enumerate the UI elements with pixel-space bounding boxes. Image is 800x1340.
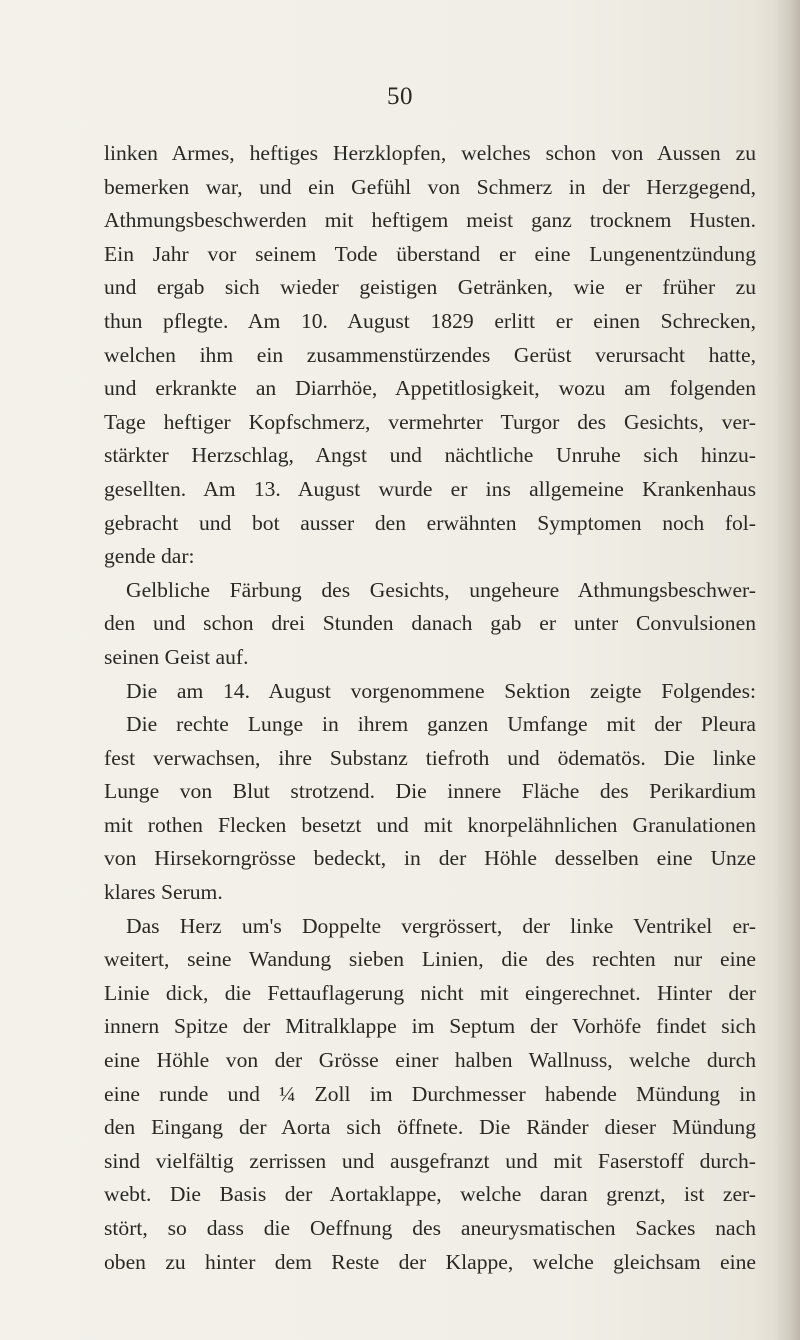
text-line: Gelbliche Färbung des Gesichts, ungeheure Athmungsbeschwer- (126, 577, 756, 602)
page-edge-shadow (774, 0, 800, 1340)
text-line: und erkrankte an Diarrhöe, Appetitlosigkeit, wozu am folgenden (104, 376, 756, 401)
text-line: Die rechte Lunge in ihrem ganzen Umfange mit der Pleura (126, 712, 756, 737)
body-text (104, 137, 756, 1279)
text-line: gebracht und bot ausser den erwähnten Symptomen noch fol- (104, 510, 756, 535)
text-line: webt. Die Basis der Aortaklappe, welche daran grenzt, ist zer- (104, 1182, 756, 1207)
text-line: Athmungsbeschwerden mit heftigem meist ganz trocknem Husten. (104, 208, 756, 233)
text-line: eine Höhle von der Grösse einer halben Wallnuss, welche durch (104, 1048, 756, 1073)
text-line: innern Spitze der Mitralklappe im Septum der Vorhöfe findet sich (104, 1014, 756, 1039)
text-line: gesellten. Am 13. August wurde er ins allgemeine Krankenhaus (104, 476, 756, 501)
text-line: stört, so dass die Oeffnung des aneurysmatischen Sackes nach (104, 1216, 756, 1240)
text-line: sind vielfältig zerrissen und ausgefranzt und mit Faserstoff durch- (104, 1148, 756, 1173)
text-line: stärkter Herzschlag, Angst und nächtliche Unruhe sich hinzu- (104, 443, 756, 468)
text-line: weitert, seine Wandung sieben Linien, die des rechten nur eine (104, 947, 756, 972)
text-line: Ein Jahr vor seinem Tode überstand er eine Lungenentzündung (104, 241, 756, 266)
text-line: linken Armes, heftiges Herzklopfen, welches schon von Aussen zu (104, 141, 756, 165)
text-line: Lunge von Blut strotzend. Die innere Fläche des Perikardium (104, 779, 756, 804)
text-line: gende dar: (104, 544, 195, 569)
text-line: Linie dick, die Fettauflagerung nicht mit eingerechnet. Hinter der (104, 980, 756, 1005)
text-line: welchen ihm ein zusammenstürzendes Gerüst verursacht hatte, (104, 342, 756, 367)
text-line: bemerken war, und ein Gefühl von Schmerz in der Herzgegend, (104, 174, 756, 199)
text-line: und ergab sich wieder geistigen Getränken, wie er früher zu (104, 275, 756, 300)
text-line: Tage heftiger Kopfschmerz, vermehrter Turgor des Gesichts, ver- (104, 409, 756, 434)
text-line: eine runde und ¼ Zoll im Durchmesser habende Mündung in (104, 1081, 756, 1106)
text-line: den Eingang der Aorta sich öffnete. Die Ränder dieser Mündung (104, 1115, 756, 1140)
text-line: oben zu hinter dem Reste der Klappe, welche gleichsam eine (104, 1249, 756, 1274)
text-line: thun pflegte. Am 10. August 1829 erlitt er einen Schrecken, (104, 308, 756, 333)
text-line: seinen Geist auf. (104, 644, 249, 669)
page-number: 50 (387, 83, 413, 110)
text-line: den und schon drei Stunden danach gab er unter Convulsionen (104, 611, 756, 636)
text-line: Das Herz um's Doppelte vergrössert, der linke Ventrikel er- (126, 913, 756, 938)
text-line: klares Serum. (104, 880, 223, 905)
text-line: Die am 14. August vorgenommene Sektion zeigte Folgendes: (126, 678, 756, 703)
text-line: fest verwachsen, ihre Substanz tiefroth und ödematös. Die linke (104, 745, 756, 770)
text-line: mit rothen Flecken besetzt und mit knorpelähnlichen Granulationen (104, 812, 756, 837)
text-line: von Hirsekorngrösse bedeckt, in der Höhle desselben eine Unze (104, 846, 756, 871)
